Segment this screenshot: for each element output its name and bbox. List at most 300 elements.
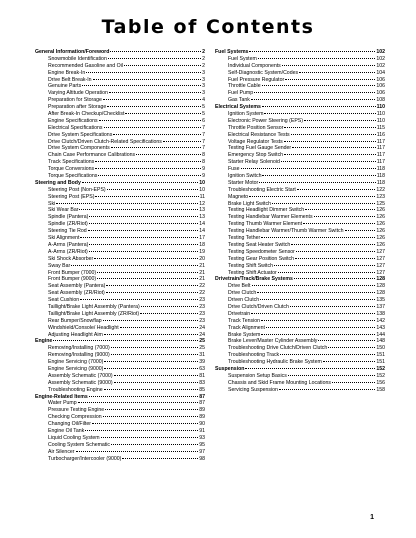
dot-leader: [323, 361, 376, 362]
toc-entry[interactable]: [35, 304, 205, 311]
toc-entry[interactable]: [35, 242, 205, 249]
toc-entry[interactable]: [35, 263, 205, 270]
toc-entry[interactable]: [215, 338, 385, 345]
toc-entry[interactable]: [215, 125, 385, 132]
toc-entry-page: 116: [376, 131, 385, 138]
dot-leader: [111, 354, 199, 355]
toc-entry-label: Suspension: [215, 365, 245, 372]
toc-entry[interactable]: [215, 256, 385, 263]
dot-leader: [261, 320, 375, 321]
toc-entry-page: 3: [202, 69, 205, 76]
toc-entry[interactable]: [35, 235, 205, 242]
dot-leader: [97, 272, 198, 273]
toc-entry-label: Adjusting Headlight Aim: [48, 331, 103, 338]
toc-entry[interactable]: [35, 228, 205, 235]
toc-entry[interactable]: [215, 56, 385, 63]
dot-leader: [305, 209, 375, 210]
toc-section[interactable]: [215, 366, 385, 373]
dot-leader: [103, 99, 201, 100]
toc-entry-label: Seat Assembly (ZR/Riot): [48, 290, 105, 297]
toc-entry-label: Assembly Schematic (9000): [48, 379, 113, 386]
dot-leader: [261, 334, 375, 335]
toc-entry-label: Front Bumper (7000): [48, 269, 97, 276]
toc-entry[interactable]: [35, 435, 205, 442]
toc-section[interactable]: [215, 104, 385, 111]
toc-section[interactable]: [35, 180, 205, 187]
dot-leader: [89, 251, 198, 252]
dot-leader: [86, 72, 201, 73]
dot-leader: [279, 389, 375, 390]
dot-leader: [285, 79, 375, 80]
toc-entry-label: General Information/Foreword: [35, 49, 110, 55]
toc-entry-page: 126: [376, 207, 385, 214]
toc-entry-label: Suspension Setup Basics: [228, 372, 287, 379]
toc-entry[interactable]: [35, 380, 205, 387]
toc-entry-page: 122: [376, 186, 385, 193]
toc-entry-label: Testing Shift Switch: [228, 262, 273, 269]
toc-entry-page: 25: [199, 345, 205, 352]
toc-entry-page: 39: [199, 359, 205, 366]
toc-entry-label: Magneto: [228, 193, 249, 200]
dot-leader: [111, 147, 201, 148]
dot-leader: [125, 113, 201, 114]
dot-leader: [95, 161, 201, 162]
dot-leader: [288, 375, 376, 376]
toc-entry[interactable]: [35, 449, 205, 456]
toc-entry-label: Windshield/Console/ Headlight: [48, 324, 119, 331]
toc-entry[interactable]: [35, 90, 205, 97]
dot-leader: [278, 272, 376, 273]
toc-entry-label: Testing Fuel Gauge Sender: [228, 145, 292, 152]
toc-entry-page: 3: [202, 90, 205, 97]
dot-leader: [272, 203, 375, 204]
toc-entry[interactable]: [35, 194, 205, 201]
toc-entry[interactable]: [215, 263, 385, 270]
toc-entry-page: 152: [376, 365, 385, 372]
toc-entry-label: Testing Gear Position Switch: [228, 255, 295, 262]
toc-entry[interactable]: [215, 304, 385, 311]
dot-leader: [254, 92, 375, 93]
toc-entry-page: 19: [199, 248, 205, 255]
toc-section[interactable]: [35, 338, 205, 345]
toc-entry-label: Drive Belt Break-In: [48, 76, 92, 83]
dot-leader: [295, 258, 375, 259]
toc-entry-label: Troubleshooting Drive Clutch/Driven Clutch: [228, 345, 328, 352]
toc-entry-page: 8: [202, 152, 205, 159]
toc-entry-label: Changing Oil/Filter: [48, 421, 91, 428]
toc-entry-page: 23: [199, 297, 205, 304]
toc-entry-page: 11: [199, 193, 205, 200]
toc-entry-label: Genuine Parts: [48, 83, 82, 90]
dot-leader: [328, 347, 375, 348]
toc-entry-label: Fuel System: [228, 55, 257, 62]
toc-entry-label: Track Tension: [228, 317, 261, 324]
dot-leader: [97, 278, 198, 279]
toc-entry-page: 13: [199, 207, 205, 214]
toc-entry[interactable]: [215, 249, 385, 256]
toc-entry[interactable]: [35, 159, 205, 166]
toc-entry[interactable]: [215, 159, 385, 166]
toc-entry[interactable]: [35, 407, 205, 414]
toc-entry-page: 21: [199, 276, 205, 283]
toc-entry-page: 126: [376, 221, 385, 228]
dot-leader: [98, 175, 201, 176]
toc-entry-label: Brake System: [228, 331, 261, 338]
toc-entry-page: 128: [376, 283, 385, 290]
dot-leader: [266, 327, 375, 328]
toc-entry-page: 2: [202, 55, 205, 62]
toc-entry-page: 8: [202, 159, 205, 166]
toc-entry-label: Engine Servicing (7000): [48, 359, 104, 366]
toc-entry[interactable]: [215, 325, 385, 332]
toc-entry-label: Individual Components: [228, 62, 281, 69]
dot-leader: [262, 85, 376, 86]
dot-leader: [95, 196, 198, 197]
toc-entry-label: Track Alignment: [228, 324, 265, 331]
toc-entry-page: 18: [199, 241, 205, 248]
dot-leader: [106, 285, 198, 286]
dot-leader: [53, 340, 198, 341]
toc-entry-page: 3: [202, 76, 205, 83]
toc-entry-page: 2: [202, 49, 205, 55]
toc-entry-page: 5: [202, 111, 205, 118]
toc-entry-label: Troubleshooting Hydraulic Brake System: [228, 359, 322, 366]
toc-entry[interactable]: [215, 235, 385, 242]
toc-entry[interactable]: [215, 373, 385, 380]
toc-entry-label: Testing Thumb Warmer Element: [228, 221, 303, 228]
toc-entry[interactable]: [215, 187, 385, 194]
toc-entry-label: Snowmobile Identification: [48, 55, 107, 62]
toc-entry-page: 63: [199, 365, 205, 372]
toc-entry-page: 106: [376, 76, 385, 83]
toc-entry[interactable]: [215, 118, 385, 125]
toc-entry[interactable]: [215, 97, 385, 104]
toc-section[interactable]: [215, 276, 385, 283]
toc-entry-label: Drive System Components: [48, 145, 110, 152]
dot-leader: [297, 189, 375, 190]
toc-entry[interactable]: [215, 77, 385, 84]
toc-entry[interactable]: [215, 270, 385, 277]
toc-entry[interactable]: [35, 414, 205, 421]
toc-entry-page: 6: [202, 117, 205, 124]
toc-entry-label: Liquid Cooling System: [48, 434, 100, 441]
toc-entry-label: Drive Clutch/Driven Clutch-Related Specifications: [48, 138, 162, 145]
toc-entry-label: Seat Cushion: [48, 297, 80, 304]
dot-leader: [120, 327, 199, 328]
toc-entry[interactable]: [35, 421, 205, 428]
toc-entry[interactable]: [35, 283, 205, 290]
toc-entry-page: 125: [376, 200, 385, 207]
dot-leader: [78, 402, 199, 403]
dot-leader: [114, 375, 199, 376]
toc-entry[interactable]: [35, 276, 205, 283]
toc-entry-page: 126: [376, 241, 385, 248]
toc-entry[interactable]: [215, 318, 385, 325]
toc-entry-page: 128: [376, 276, 385, 283]
toc-entry-label: Fuel Systems: [215, 49, 249, 55]
toc-entry[interactable]: [215, 145, 385, 152]
toc-entry[interactable]: [35, 311, 205, 318]
toc-entry[interactable]: [35, 345, 205, 352]
toc-entry[interactable]: [215, 207, 385, 214]
toc-entry-label: Torque Specifications: [48, 173, 98, 180]
toc-entry[interactable]: [35, 400, 205, 407]
toc-entry-page: 24: [199, 331, 205, 338]
toc-entry-label: Gas Tank: [228, 97, 250, 104]
toc-entry-page: 137: [376, 303, 385, 310]
toc-entry[interactable]: [35, 132, 205, 139]
toc-entry-page: 7: [202, 124, 205, 131]
toc-entry-page: 93: [199, 434, 205, 441]
toc-right-column: [215, 49, 385, 394]
toc-section[interactable]: [215, 49, 385, 56]
toc-entry[interactable]: [35, 104, 205, 111]
toc-entry[interactable]: [35, 70, 205, 77]
toc-entry-page: 5: [202, 104, 205, 111]
toc-section[interactable]: [35, 49, 205, 56]
toc-entry[interactable]: [35, 207, 205, 214]
toc-entry-label: Drive Clutch: [228, 290, 257, 297]
toc-entry[interactable]: [215, 311, 385, 318]
dot-leader: [291, 244, 375, 245]
toc-entry-page: 21: [199, 269, 205, 276]
dot-leader: [111, 444, 198, 445]
toc-entry[interactable]: [35, 442, 205, 449]
dot-leader: [262, 106, 376, 107]
toc-entry-label: Ignition System: [228, 111, 264, 118]
dot-leader: [113, 134, 201, 135]
dot-leader: [76, 451, 199, 452]
toc-entry[interactable]: [215, 70, 385, 77]
toc-entry-page: 117: [376, 138, 385, 145]
toc-entry[interactable]: [215, 332, 385, 339]
toc-entry[interactable]: [35, 297, 205, 304]
dot-leader: [122, 458, 198, 459]
toc-entry-page: 90: [199, 421, 205, 428]
toc-entry-page: 89: [199, 407, 205, 414]
dot-leader: [299, 72, 375, 73]
toc-entry[interactable]: [35, 256, 205, 263]
toc-entry[interactable]: [215, 194, 385, 201]
toc-entry-page: 3: [202, 83, 205, 90]
toc-entry-page: 87: [199, 393, 205, 400]
toc-entry[interactable]: [215, 345, 385, 352]
dot-leader: [260, 299, 375, 300]
dot-leader: [104, 368, 198, 369]
dot-leader: [104, 334, 198, 335]
toc-entry-page: 9: [202, 173, 205, 180]
toc-entry[interactable]: [35, 111, 205, 118]
toc-entry[interactable]: [215, 173, 385, 180]
toc-entry[interactable]: [35, 118, 205, 125]
dot-leader: [241, 168, 376, 169]
toc-entry[interactable]: [35, 221, 205, 228]
toc-entry-page: 31: [199, 352, 205, 359]
toc-entry-label: Testing Seat Heater Switch: [228, 241, 291, 248]
toc-entry-label: Brake Lever/Master Cylinder Assembly: [228, 338, 318, 345]
toc-entry[interactable]: [215, 228, 385, 235]
toc-entry-label: Engine Oil Tank: [48, 427, 85, 434]
toc-entry-label: Starter Relay Solenoid: [228, 159, 280, 166]
toc-entry[interactable]: [215, 297, 385, 304]
dot-leader: [110, 51, 201, 52]
toc-entry[interactable]: [35, 173, 205, 180]
toc-entry[interactable]: [35, 145, 205, 152]
toc-entry[interactable]: [215, 242, 385, 249]
toc-entry-label: Engine-Related Items: [35, 393, 88, 400]
toc-entry-label: Turbocharger/Intercooler (9000): [48, 455, 122, 462]
toc-entry-label: Torque Conversions: [48, 166, 95, 173]
toc-entry-label: Testing Shift Actuator: [228, 269, 277, 276]
toc-section[interactable]: [35, 394, 205, 401]
toc-entry[interactable]: [35, 352, 205, 359]
toc-entry[interactable]: [215, 90, 385, 97]
toc-entry[interactable]: [215, 63, 385, 70]
toc-entry-label: Engine Specifications: [48, 117, 98, 124]
toc-entry[interactable]: [35, 325, 205, 332]
toc-entry-page: 117: [376, 145, 385, 152]
toc-entry[interactable]: [35, 332, 205, 339]
toc-entry-label: Servicing Suspension: [228, 386, 278, 393]
dot-leader: [163, 141, 201, 142]
dot-leader: [56, 203, 198, 204]
toc-entry[interactable]: [35, 83, 205, 90]
toc-entry[interactable]: [215, 221, 385, 228]
toc-entry[interactable]: [35, 56, 205, 63]
toc-entry[interactable]: [215, 152, 385, 159]
toc-entry[interactable]: [215, 166, 385, 173]
toc-entry-label: Chain Case Performance Calibrations: [48, 152, 136, 159]
toc-entry-label: Testing Headlight Dimmer Switch: [228, 207, 305, 214]
dot-leader: [140, 313, 198, 314]
toc-entry[interactable]: [215, 283, 385, 290]
dot-leader: [291, 134, 376, 135]
toc-entry-label: Ski Alignment: [48, 235, 80, 242]
toc-entry[interactable]: [35, 270, 205, 277]
toc-entry-label: Drivetrain/Track/Brake Systems: [215, 276, 293, 283]
page-title: Table of Contents: [101, 16, 315, 38]
toc-entry-page: 143: [376, 324, 385, 331]
toc-entry[interactable]: [35, 201, 205, 208]
toc-entry-label: Ski Shock Absorber: [48, 255, 94, 262]
toc-entry[interactable]: [35, 318, 205, 325]
toc-entry[interactable]: [35, 152, 205, 159]
toc-entry-label: Water Pump: [48, 400, 77, 407]
toc-entry-label: Electronic Power Steering (EPS): [228, 117, 303, 124]
toc-entry[interactable]: [35, 139, 205, 146]
dot-leader: [259, 182, 375, 183]
toc-entry[interactable]: [215, 359, 385, 366]
toc-entry[interactable]: [215, 352, 385, 359]
toc-entry[interactable]: [35, 125, 205, 132]
toc-entry-page: 118: [376, 166, 385, 173]
toc-entry-page: 115: [376, 124, 385, 131]
toc-entry[interactable]: [215, 83, 385, 90]
dot-leader: [104, 361, 198, 362]
toc-entry[interactable]: [35, 428, 205, 435]
dot-leader: [290, 306, 376, 307]
toc-entry[interactable]: [215, 214, 385, 221]
toc-entry-label: Steering Post (EPS): [48, 193, 95, 200]
toc-entry[interactable]: [215, 290, 385, 297]
toc-entry[interactable]: [35, 387, 205, 394]
dot-leader: [108, 58, 201, 59]
toc-entry-page: 138: [376, 310, 385, 317]
toc-entry-label: Steering and Body: [35, 179, 81, 186]
dot-leader: [114, 382, 199, 383]
toc-entry[interactable]: [35, 290, 205, 297]
toc-entry[interactable]: [215, 380, 385, 387]
toc-entry-label: Electrical Systems: [215, 104, 261, 111]
toc-entry-page: 104: [376, 69, 385, 76]
toc-entry[interactable]: [35, 77, 205, 84]
toc-entry-label: Ski Wear Bar: [48, 207, 79, 214]
toc-entry[interactable]: [215, 139, 385, 146]
toc-entry-page: 98: [199, 455, 205, 462]
dot-leader: [99, 120, 202, 121]
dot-leader: [296, 251, 375, 252]
dot-leader: [304, 120, 376, 121]
toc-entry-page: 158: [376, 386, 385, 393]
toc-entry[interactable]: [35, 366, 205, 373]
toc-entry[interactable]: [35, 249, 205, 256]
toc-entry[interactable]: [35, 456, 205, 463]
toc-entry[interactable]: [35, 166, 205, 173]
toc-entry-page: 110: [376, 117, 385, 124]
toc-entry-label: Sway Bar: [48, 262, 71, 269]
toc-entry-page: 23: [199, 317, 205, 324]
toc-entry[interactable]: [215, 387, 385, 394]
toc-entry[interactable]: [215, 132, 385, 139]
toc-entry-label: Brake Light Switch: [228, 200, 271, 207]
toc-entry[interactable]: [35, 359, 205, 366]
toc-entry[interactable]: [35, 97, 205, 104]
toc-entry[interactable]: [35, 214, 205, 221]
toc-entry-page: 118: [376, 179, 385, 186]
toc-entry-label: Drive Belt: [228, 283, 251, 290]
toc-entry-label: Spindle (Pantera): [48, 214, 89, 221]
toc-entry[interactable]: [35, 63, 205, 70]
dot-leader: [103, 320, 199, 321]
dot-leader: [101, 437, 199, 438]
toc-entry-page: 142: [376, 317, 385, 324]
toc-entry[interactable]: [215, 201, 385, 208]
toc-entry[interactable]: [215, 111, 385, 118]
dot-leader: [136, 154, 201, 155]
toc-entry-page: 127: [376, 269, 385, 276]
toc-entry-label: Steering Post (Non-EPS): [48, 186, 106, 193]
toc-entry-page: 110: [376, 111, 385, 118]
toc-entry-page: 128: [376, 290, 385, 297]
toc-entry-label: Taillight/Brake Light Assembly (ZR/Riot): [48, 310, 140, 317]
toc-entry-label: Removing/Installing (9000): [48, 352, 110, 359]
toc-entry-label: Rear Bumper/Snowflap: [48, 317, 102, 324]
toc-entry-page: 87: [199, 400, 205, 407]
toc-entry-label: Recommended Gasoline and Oil: [48, 62, 123, 69]
toc-entry-label: Throttle Cable: [228, 83, 261, 90]
toc-entry-page: 152: [376, 372, 385, 379]
toc-entry-label: Track Specifications: [48, 159, 95, 166]
toc-entry[interactable]: [35, 373, 205, 380]
toc-entry-page: 135: [376, 297, 385, 304]
toc-entry[interactable]: [215, 180, 385, 187]
dot-leader: [264, 113, 375, 114]
toc-entry-label: Seat Assembly (Pantera): [48, 283, 106, 290]
toc-entry-page: 10: [199, 179, 205, 186]
toc-entry[interactable]: [35, 187, 205, 194]
toc-entry-label: Testing Handlebar Warmer/Thumb Warmer Switch: [228, 228, 344, 235]
toc-entry-label: Fuel Pump: [228, 90, 254, 97]
